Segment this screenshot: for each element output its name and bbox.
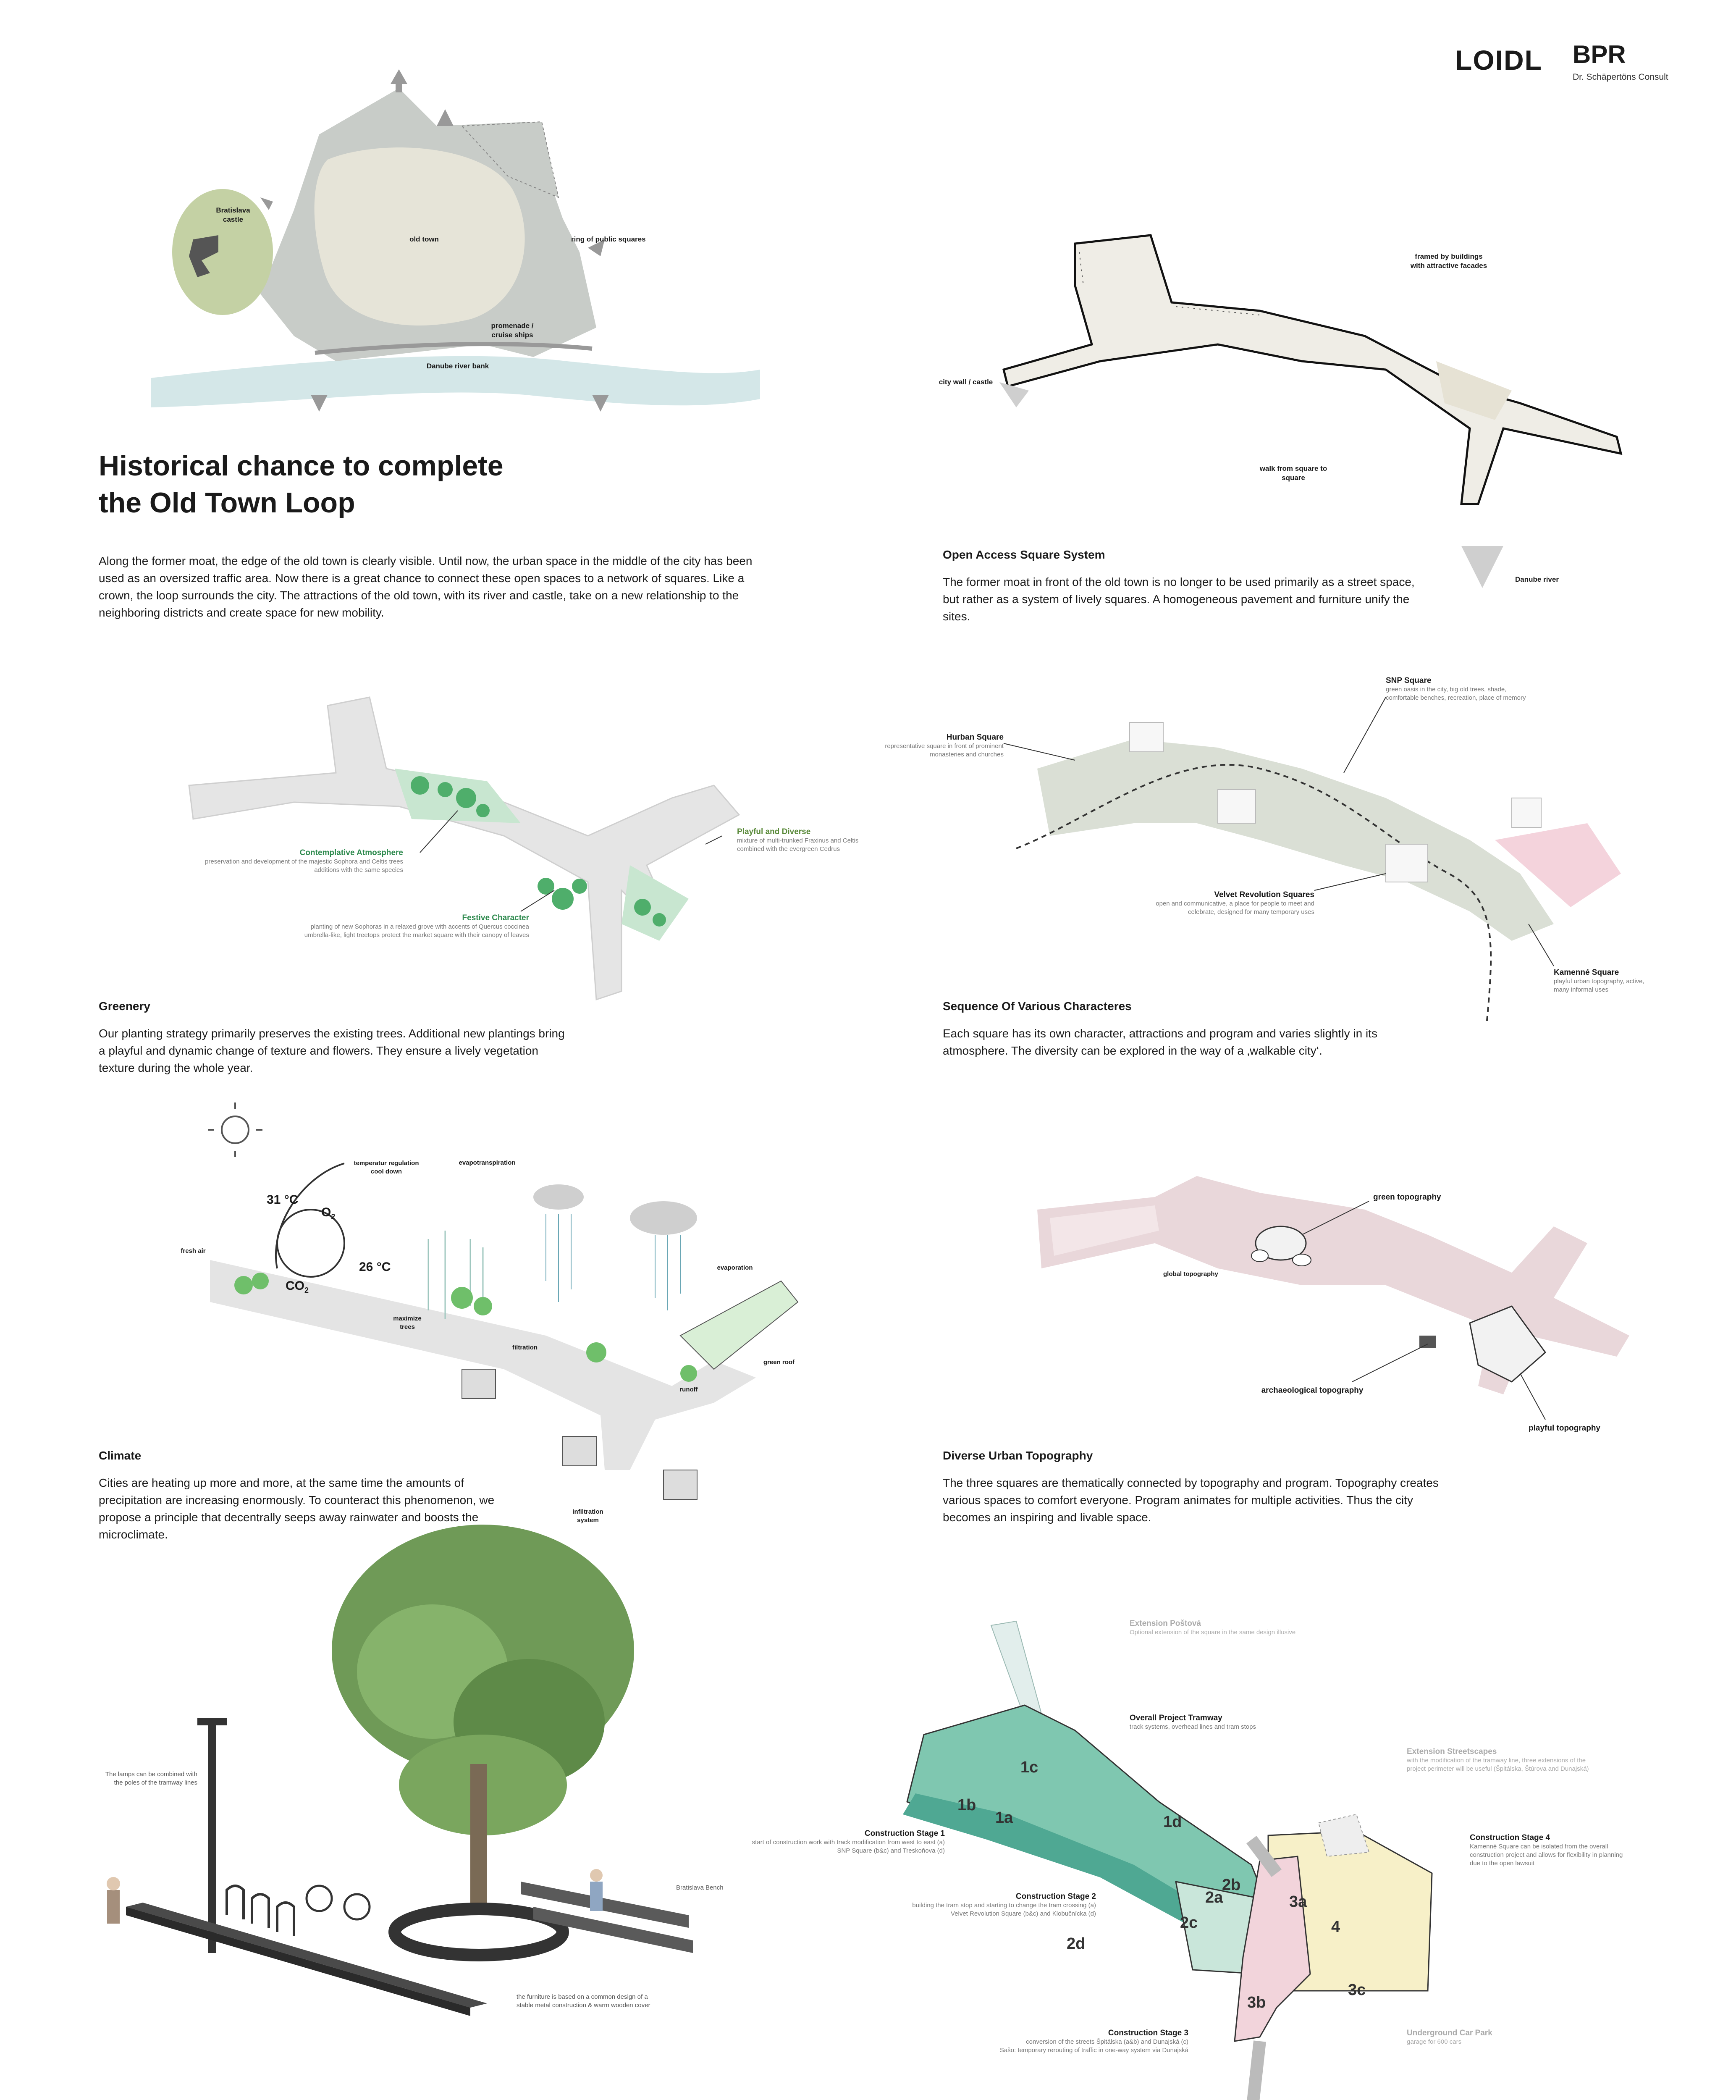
framed-by-buildings-label: framed by buildings with attractive facades <box>1410 252 1487 270</box>
stage-label-3b: 3b <box>1247 1994 1266 2011</box>
stage-label-3c: 3c <box>1348 1981 1366 1999</box>
stage-label-3a: 3a <box>1289 1893 1307 1911</box>
kamenne-square-label: Kamenné Square playful urban topography, active, many informal uses <box>1554 968 1644 993</box>
loidl-logo: LOIDL <box>1455 45 1542 76</box>
fresh-air-label: fresh air <box>181 1247 206 1255</box>
section1-title: Historical chance to complete the Old Town Loop <box>99 450 503 519</box>
castle-label: Bratislava castle <box>216 206 250 223</box>
hurban-square-label: Hurban Square representative square in front of prominent monasteries and churches <box>885 733 1004 758</box>
playful-diverse-label: Playful and Diverse mixture of multi-trunked Fraxinus and Celtis combined with the evergreen Cedrus <box>737 827 859 853</box>
bratislava-bench-label: Bratislava Bench <box>676 1884 724 1891</box>
stage-label-2b: 2b <box>1222 1876 1241 1894</box>
extension-postova-label: Extension Poštová Optional extension of the square in the same design illusive <box>1130 1619 1296 1636</box>
underground-car-park-label: Underground Car Park garage for 600 cars <box>1407 2029 1492 2045</box>
section1-body: Along the former moat, the edge of the old town is clearly visible. Until now, the urban space in the middle of the city has been used as an oversized traffic area. Now there is a great chance to connect these open spaces to a network of squares. Like a crown, the loop surrounds the city. The attractions of the old town, with its river and castle, take on a new relationship to the neighboring districts and create space for new mobility. <box>99 554 753 619</box>
construction-stage-1-label: Construction Stage 1 start of construction work with track modification from west to east (a) SNP Square (b&c) and Treskoňova (d) <box>752 1829 945 1854</box>
promenade-label: promenade / cruise ships <box>491 322 534 339</box>
filtration-label: filtration <box>512 1344 538 1351</box>
stage-label-2d: 2d <box>1067 1935 1086 1953</box>
stage-label-2a: 2a <box>1205 1889 1223 1906</box>
climate-heading: Climate <box>99 1449 142 1462</box>
temp-regulation-label: temperatur regulation cool down <box>354 1160 419 1175</box>
sequence-heading: Sequence Of Various Characteres <box>943 1000 1132 1013</box>
topography-heading: Diverse Urban Topography <box>943 1449 1093 1462</box>
global-topography-label: global topography <box>1163 1270 1218 1278</box>
infiltration-label: infiltration system <box>572 1508 603 1524</box>
contemplative-label: Contemplative Atmosphere preservation and development of the majestic Sophora and Celtis trees additions with the same species <box>205 848 403 874</box>
green-topography-label: green topography <box>1373 1193 1441 1202</box>
open-access-body: The former moat in front of the old town is no longer to be used primarily as a street space, but rather as a system of lively squares. A homogeneous pavement and furniture unify the sites. <box>943 575 1415 623</box>
green-roof-label: green roof <box>763 1359 795 1366</box>
danube-river-label: Danube river <box>1515 575 1559 583</box>
danube-bank-label: Danube river bank <box>426 362 489 370</box>
archaeological-topography-label: archaeological topography <box>1261 1386 1364 1395</box>
snp-square-label: SNP Square green oasis in the city, big old trees, shade, comfortable benches, recreation, place of memory <box>1386 676 1526 701</box>
topography-body: The three squares are thematically connected by topography and program. Topography creates various spaces to comfort everyone. Program animates for multiple activities. Thus the city becomes an inspiring and livable space. <box>943 1476 1439 1524</box>
city-wall-label: city wall / castle <box>939 378 993 386</box>
stage-label-1d: 1d <box>1163 1813 1182 1831</box>
velvet-revolution-label: Velvet Revolution Squares open and communicative, a place for people to meet and celebrate, designed for many temporary uses <box>1156 890 1314 916</box>
extension-streetscapes-label: Extension Streetscapes with the modification of the tramway line, three extensions of the project perimeter will be useful (Špitálska, Štúrova and Dunajská) <box>1407 1747 1589 1772</box>
ring-of-squares-label: ring of public squares <box>571 235 646 243</box>
greenery-heading: Greenery <box>99 1000 150 1013</box>
evapotranspiration-label: evapotranspiration <box>459 1159 516 1166</box>
bpr-logo: BPR <box>1573 40 1626 68</box>
o2-label: $O_2$ <box>321 1205 336 1221</box>
construction-stage-4-label: Construction Stage 4 Kamenné Square can be isolated from the overall construction project and allows for flexibility in planning due to the open lawsuit <box>1470 1833 1623 1867</box>
stage-label-1a: 1a <box>995 1809 1013 1827</box>
maximize-trees-label: maximize trees <box>393 1315 422 1331</box>
temp-low-label: 26 °C <box>359 1260 391 1274</box>
stage-label-4: 4 <box>1331 1918 1340 1936</box>
evaporation-label: evaporation <box>717 1264 753 1271</box>
walk-label: walk from square to square <box>1259 465 1327 482</box>
construction-stage-3-label: Construction Stage 3 conversion of the streets Špitálska (a&b) and Dunajská (c) Sašo: temporary rerouting of traffic in one-way system via Dunajská <box>999 2029 1188 2054</box>
stage-label-2c: 2c <box>1180 1914 1198 1932</box>
climate-body: Cities are heating up more and more, at the same time the amounts of precipitation are increasing enormously. To counteract this phenomenon, we propose a principle that decentrally seeps away rainwater and boosts the microclimate. <box>99 1476 495 1541</box>
runoff-label: runoff <box>679 1386 698 1393</box>
furniture-design-label: the furniture is based on a common design of a stable metal construction & warm wooden cover <box>517 1993 650 2009</box>
greenery-body: Our planting strategy primarily preserves the existing trees. Additional new plantings bring a playful and dynamic change of texture and flowers. They ensure a lively vegetation texture during the whole year. <box>99 1027 565 1074</box>
co2-label: $CO_2$ <box>286 1279 309 1294</box>
playful-topography-label: playful topography <box>1529 1424 1600 1433</box>
overall-tramway-label: Overall Project Tramway track systems, overhead lines and tram stops <box>1130 1714 1256 1730</box>
open-access-heading: Open Access Square System <box>943 548 1105 561</box>
lamps-label: The lamps can be combined with the poles of the tramway lines <box>105 1771 197 1786</box>
temp-high-label: 31 °C <box>267 1193 299 1207</box>
stage-label-1c: 1c <box>1020 1759 1038 1776</box>
construction-stage-2-label: Construction Stage 2 building the tram stop and starting to change the tram crossing (a) Velvet Revolution Square (b&c) and Klobučnícka (d) <box>912 1892 1096 1917</box>
bpr-logo-subtitle: Dr. Schäpertöns Consult <box>1573 72 1668 82</box>
old-town-label: old town <box>409 235 439 243</box>
festive-label: Festive Character planting of new Sophoras in a relaxed grove with accents of Quercus coccinea umbrella-like, light treetops protect the market square with their canopy of leaves <box>304 914 529 939</box>
stage-label-1b: 1b <box>957 1796 976 1814</box>
sequence-body: Each square has its own character, attractions and program and varies slightly in its atmosphere. The diversity can be explored in the way of a ‚walkable city‘. <box>943 1027 1377 1057</box>
